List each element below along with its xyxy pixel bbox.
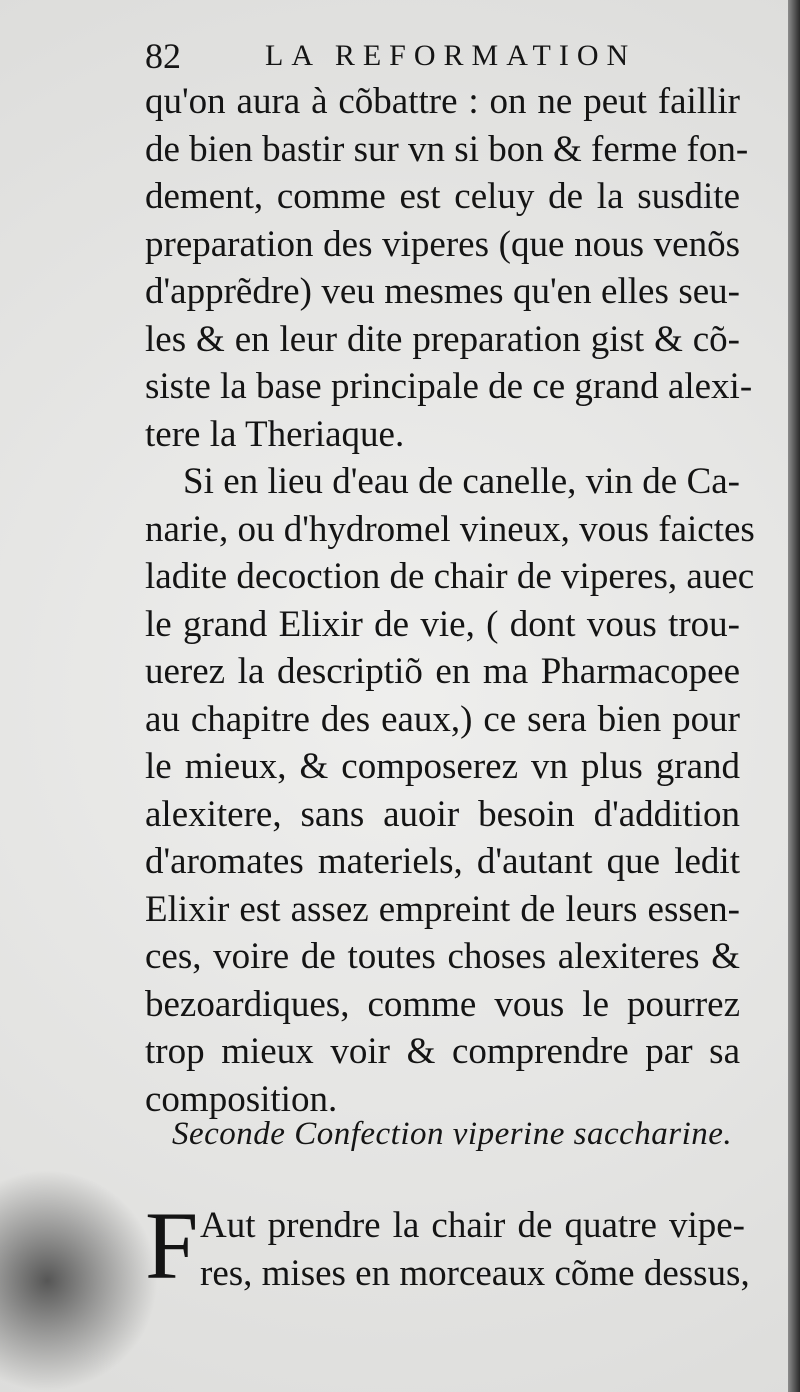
section-heading: Seconde Confection viperine saccharine. — [172, 1116, 733, 1152]
text-line: dement, comme est celuy de la susdite — [145, 176, 740, 217]
drop-cap: F — [145, 1192, 199, 1299]
main-text-block — [145, 78, 755, 1123]
text-line: de bien bastir sur vn si bon & ferme fon- — [145, 128, 749, 170]
text-line: le grand Elixir de vie, ( dont vous trou- — [145, 603, 740, 645]
text-line: au chapitre des eaux,) ce sera bien pour — [145, 698, 740, 740]
text-line: d'apprẽdre) veu mesmes qu'en elles seu- — [145, 271, 740, 312]
text-line: Aut prendre la chair de quatre vipe- — [200, 1205, 745, 1246]
text-line: preparation des viperes (que nous venõs — [145, 223, 740, 265]
closing-lines — [200, 1202, 750, 1297]
text-line: bezoardiques, comme vous le pourrez — [145, 983, 740, 1025]
text-line: le mieux, & composerez vn plus grand — [145, 746, 740, 787]
text-line: qu'on aura à cõbattre : on ne peut faillir — [145, 81, 740, 122]
book-gutter-edge — [788, 0, 800, 1392]
text-line: ladite decoction de chair de viperes, auec — [145, 556, 755, 597]
text-line: alexitere, sans auoir besoin d'addition — [145, 793, 740, 835]
text-line: res, mises en morceaux cõme dessus, — [200, 1252, 750, 1294]
text-line: les & en leur dite preparation gist & cõ- — [145, 318, 740, 360]
page-number: 82 — [145, 36, 181, 76]
text-line: ces, voire de toutes choses alexiteres & — [145, 936, 740, 977]
page-header — [145, 32, 745, 80]
text-line: Si en lieu d'eau de canelle, vin de Ca- — [183, 461, 740, 502]
text-line: uerez la descriptiõ en ma Pharmacopee — [145, 651, 740, 692]
closing-paragraph — [145, 1192, 750, 1302]
text-line: narie, ou d'hydromel vineux, vous faictes — [145, 508, 755, 550]
text-line: siste la base principale de ce grand alexi- — [145, 366, 753, 407]
text-line: Elixir est assez empreint de leurs essen- — [145, 888, 740, 930]
text-line: trop mieux voir & comprendre par sa — [145, 1031, 740, 1072]
text-line: composition. — [145, 1078, 338, 1120]
text-line: tere la Theriaque. — [145, 413, 405, 455]
running-head: LA REFORMATION — [265, 39, 637, 72]
text-line: d'aromates materiels, d'autant que ledit — [145, 841, 740, 882]
